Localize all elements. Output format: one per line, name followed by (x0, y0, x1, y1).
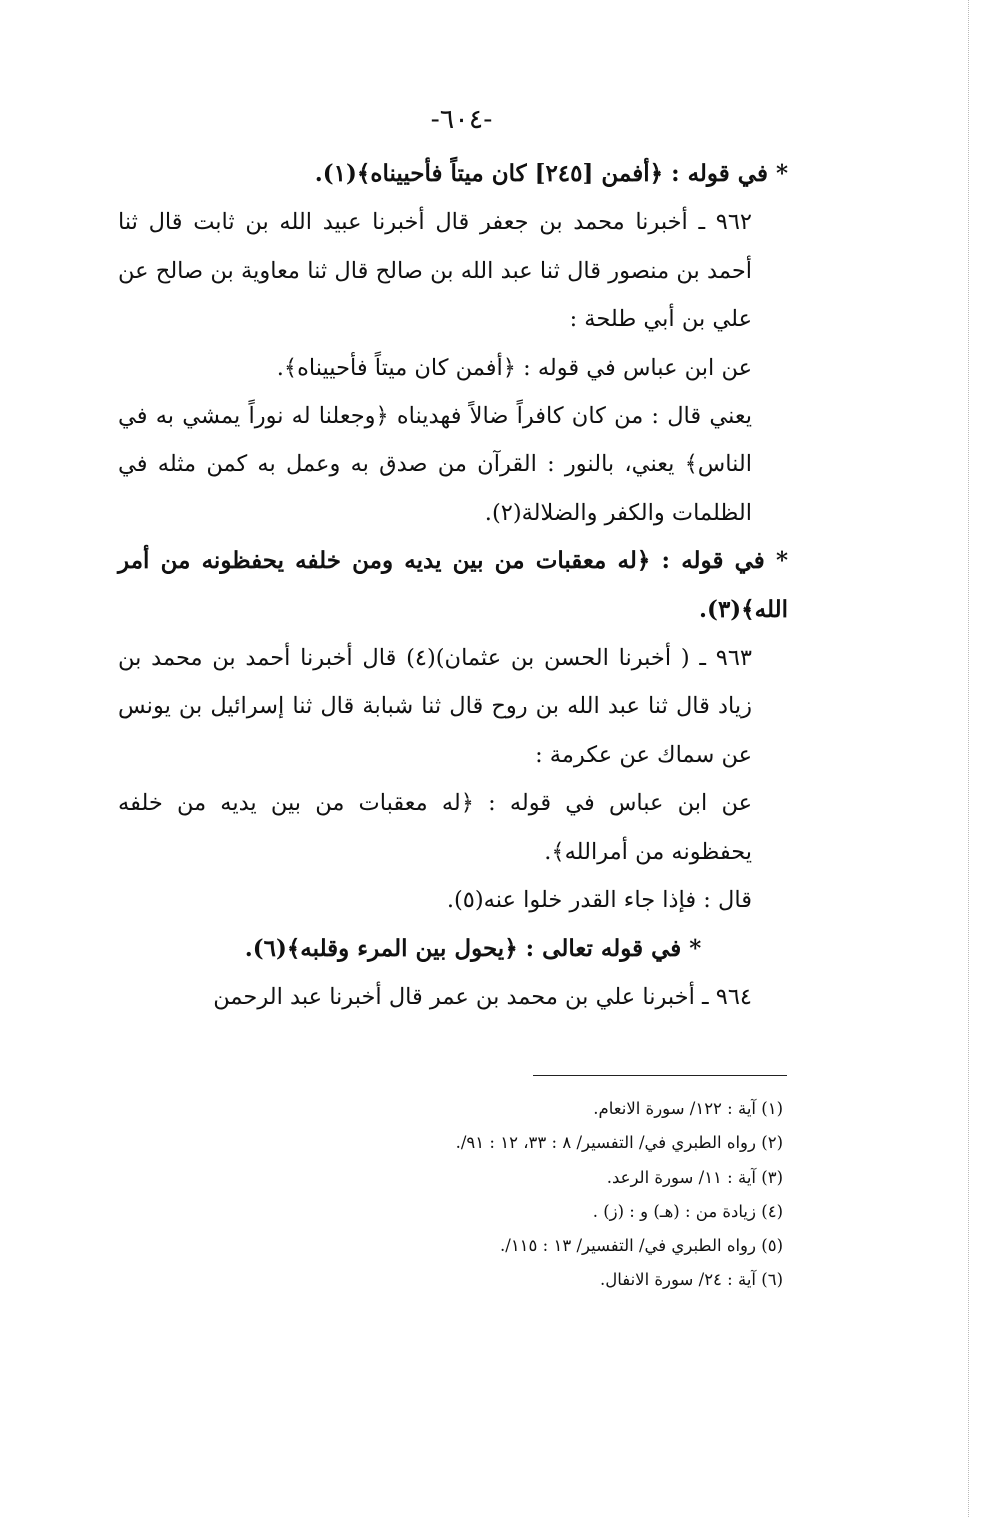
hadith-962-commentary: يعني قال : من كان كافراً ضالاً فهديناه ﴿وجعلنا له نوراً يمشي به في الناس﴾ يعني، بالنور : القرآن من صدق به وعمل به كمن مثله في الظلمات والكفر والضلالة(٢). (118, 403, 752, 526)
hadith-962-quote: عن ابن عباس في قوله : ﴿أفمن كان ميتاً فأحييناه﴾. (276, 354, 752, 381)
section-heading: * في قوله : ﴿له معقبات من بين يديه ومن خلفه يحفظونه من أمر الله﴾(٣). (118, 547, 788, 623)
section-heading: * في قوله : ﴿أفمن [٢٤٥] كان ميتاً فأحييناه﴾(١). (314, 160, 788, 187)
hadith-963-isnad: ٩٦٣ ـ ( أخبرنا الحسن بن عثمان)(٤) قال أخبرنا أحمد بن محمد بن زياد قال ثنا عبد الله بن روح قال ثنا شبابة قال ثنا إسرائيل بن يونس عن سماك عن عكرمة : (118, 645, 752, 768)
hadith-964-isnad: ٩٦٤ ـ أخبرنا علي بن محمد بن عمر قال أخبرنا عبد الرحمن (213, 983, 752, 1010)
page-number: -٦٠٤- (430, 104, 493, 135)
footnote-3: (٣) آية : ١١/ سورة الرعد. (606, 1167, 783, 1187)
main-text (118, 150, 788, 1021)
footnote-1: (١) آية : ١٢٢/ سورة الانعام. (593, 1099, 783, 1118)
footnote-2: (٢) رواه الطبري في/ التفسير/ ٨ : ٣٣، ١٢ : ٩١/. (455, 1133, 783, 1153)
hadith-963-quote: عن ابن عباس في قوله : ﴿له معقبات من بين يديه من خلفه يحفظونه من أمرالله﴾. (118, 790, 752, 865)
footnote-4: (٤) زيادة من : (هـ) و : (ز) . (592, 1201, 783, 1221)
footnote-5: (٥) رواه الطبري في/ التفسير/ ١٣ : ١١٥/. (500, 1236, 783, 1256)
page-edge-line (968, 0, 969, 1517)
footnote-6: (٦) آية : ٢٤/ سورة الانفال. (599, 1270, 783, 1290)
hadith-963-commentary: قال : فإذا جاء القدر خلوا عنه(٥). (446, 887, 752, 914)
section-heading: * في قوله تعالى : ﴿يحول بين المرء وقلبه﴾(٦). (244, 934, 702, 962)
footnote-divider (533, 1075, 787, 1076)
footnotes (363, 1092, 783, 1298)
hadith-962-isnad: ٩٦٢ ـ أخبرنا محمد بن جعفر قال أخبرنا عبيد الله بن ثابت قال ثنا أحمد بن منصور قال ثنا عبد الله بن صالح قال ثنا معاوية بن صالح عن علي بن أبي طلحة : (118, 209, 752, 333)
